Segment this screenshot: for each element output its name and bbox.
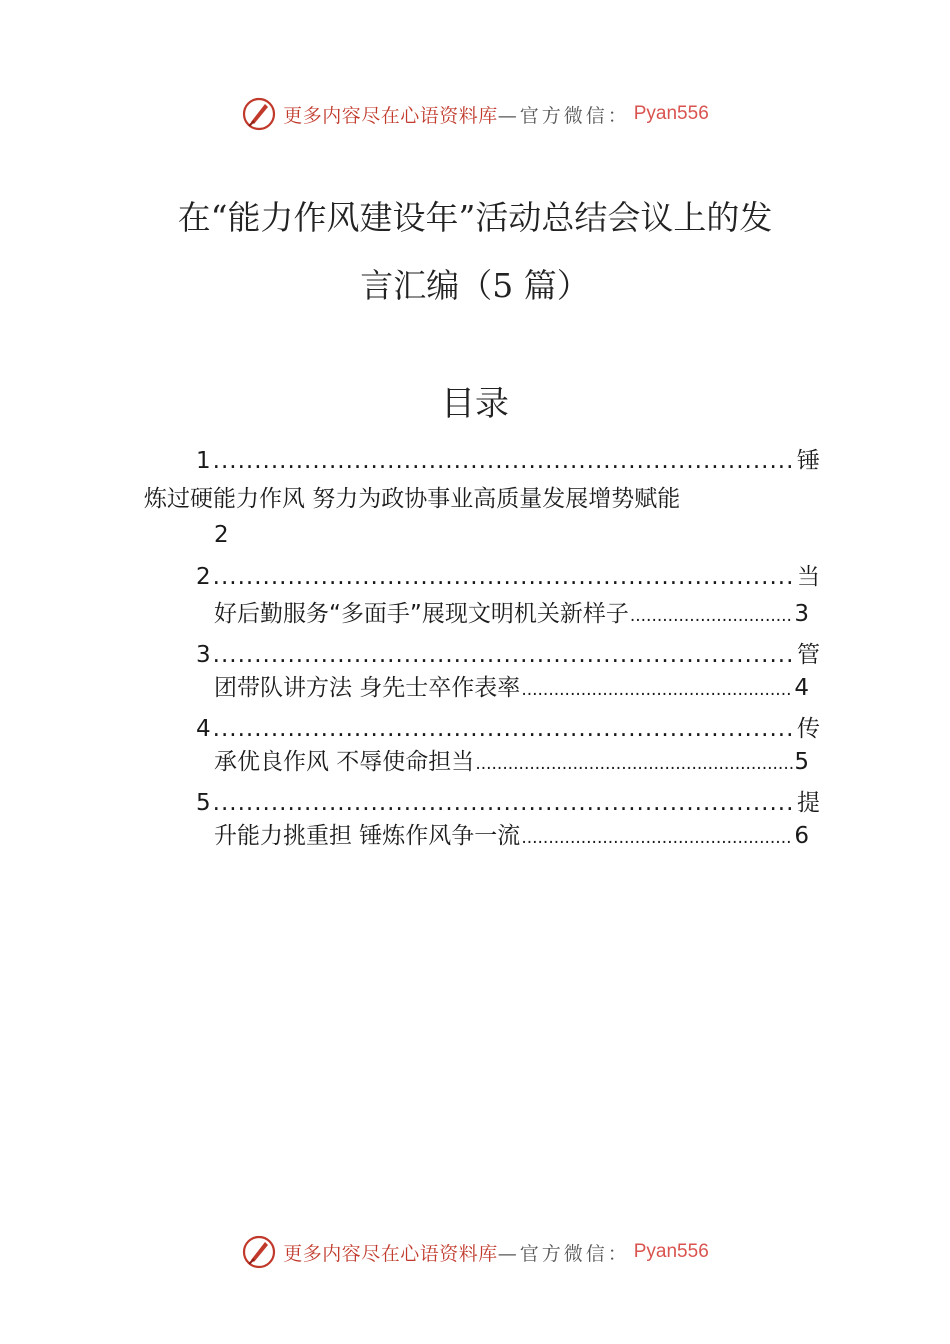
toc-leader-dots [521, 675, 793, 705]
toc-leader-dots [213, 562, 795, 592]
toc-entry-title: 承优良作风 不辱使命担当 [214, 749, 475, 775]
toc-entry-title: 升能力挑重担 锤炼作风争一流 [214, 823, 521, 849]
header-banner [0, 94, 950, 134]
banner-suffix: —官方微信： [497, 1242, 630, 1265]
toc-leader-dots [213, 788, 795, 818]
toc-entry-first-char: 当 [797, 564, 820, 590]
toc-entry-first-char: 传 [797, 716, 820, 742]
toc-entry-title: 好后勤服务“多面手”展现文明机关新样子 [214, 601, 629, 627]
toc-entry-number: 1 [196, 448, 211, 474]
toc-leader-dots [521, 823, 793, 853]
toc-entry-number: 2 [196, 564, 211, 590]
banner-text: 更多内容尽在心语资料库 [283, 104, 498, 127]
toc-entry-title: 团带队讲方法 身先士卒作表率 [214, 675, 521, 701]
toc-entry-4-lead[interactable] [196, 714, 820, 744]
toc-entry-page: 4 [794, 675, 809, 701]
toc-entry-page: 3 [794, 601, 809, 627]
toc-entry-first-char: 锤 [797, 448, 820, 474]
toc-entry-number: 5 [196, 790, 211, 816]
toc-leader-dots [475, 749, 793, 779]
banner-wechat-id: Pyan556 [633, 1241, 709, 1262]
banner-wechat-id: Pyan556 [633, 103, 709, 124]
toc-entry-2-text[interactable] [214, 599, 809, 631]
toc-entry-2-lead[interactable] [196, 562, 820, 592]
toc-entry-number: 4 [196, 716, 211, 742]
document-title-line1: 在“能力作风建设年”活动总结会议上的发 [177, 198, 773, 237]
toc-entry-page: 6 [794, 823, 809, 849]
toc-entry-first-char: 管 [797, 642, 820, 668]
toc-entry-5-lead[interactable] [196, 788, 820, 818]
toc-leader-dots [213, 714, 795, 744]
toc-leader-dots [630, 601, 794, 631]
toc-heading: 目录 [441, 384, 509, 424]
toc-entry-3-lead[interactable] [196, 640, 820, 670]
footer-banner [0, 1232, 950, 1272]
toc-entry-3-text[interactable] [214, 673, 809, 705]
banner-text: 更多内容尽在心语资料库 [283, 1242, 498, 1265]
document-title-line2: 言汇编（5 篇） [360, 266, 590, 305]
banner-suffix: —官方微信： [497, 104, 630, 127]
toc-entry-page: 5 [794, 749, 809, 775]
toc-entry-1-page: 2 [214, 522, 229, 548]
toc-entry-1-lead[interactable] [196, 446, 820, 476]
toc-entry-4-text[interactable] [214, 747, 809, 779]
quill-logo-icon [241, 96, 277, 132]
quill-logo-icon [241, 1234, 277, 1270]
toc-entry-1-text[interactable]: 炼过硬能力作风 努力为政协事业高质量发展增势赋能 [144, 486, 681, 512]
toc-entry-5-text[interactable] [214, 821, 809, 853]
toc-entry-number: 3 [196, 642, 211, 668]
toc-entry-first-char: 提 [797, 790, 820, 816]
toc-leader-dots [213, 446, 795, 476]
toc-leader-dots [213, 640, 795, 670]
